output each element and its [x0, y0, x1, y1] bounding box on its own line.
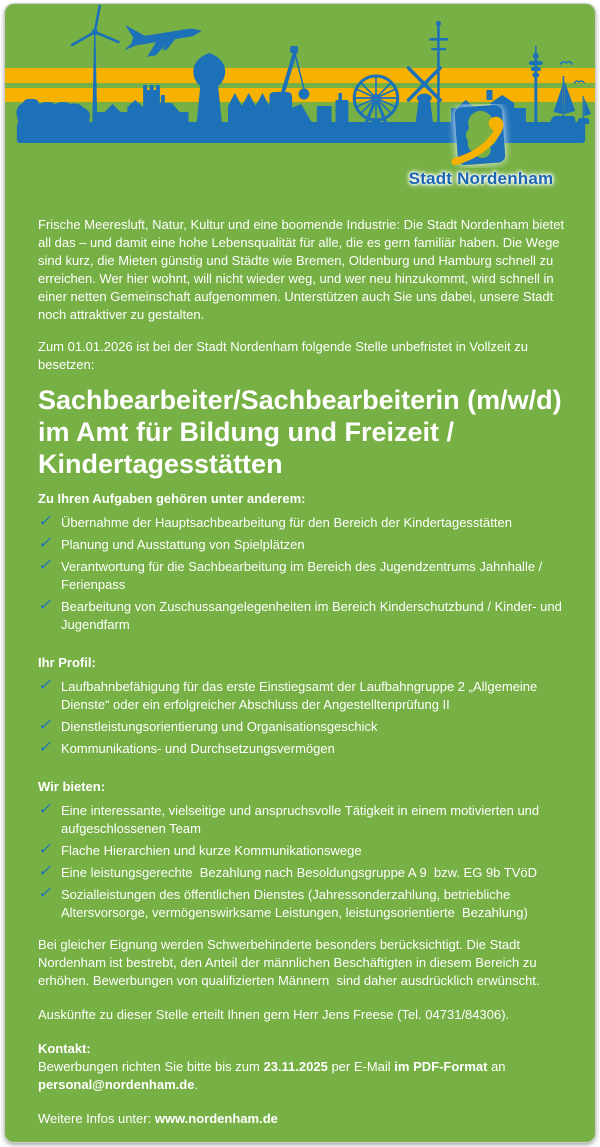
intro-paragraph: Frische Meeresluft, Natur, Kultur und eine boomende Industrie: Die Stadt Nordenham bietet all das – und damit eine hohe Lebensqualität für alle, die es gern familiär haben. Die Wege sind kurz, die Mieten günstig und Städte wie Bremen, Oldenburg und Hamburg schnell zu erreichen. Wer hier wohnt, will nicht wieder weg, und wer neu hinzukommt, wird schnell in einer netten Gemeinschaft aufgenommen. Unterstützen auch Sie uns dabei, unsere Stadt noch attraktiver zu gestalten.	[38, 217, 568, 322]
checkmark-icon: ✓	[37, 841, 55, 858]
checkmark-icon: ✓	[37, 535, 55, 552]
factory-roofs-icon	[228, 93, 269, 124]
section-heading-tasks: Zu Ihren Aufgaben gehören unter anderem:	[38, 491, 306, 506]
job-title-line-3: Kindertagesstätten	[38, 449, 283, 479]
header-banner	[5, 4, 595, 204]
ad-body	[5, 204, 595, 1128]
equal-opportunity-note: Bei gleicher Eignung werden Schwerbehinderte besonders berücksichtigt. Die Stadt Nordenham ist bestrebt, den Anteil der männlichen Beschäftigten in diesem Bereich zu erhöhen. Bewerbungen von qualifizierten Männern sind daher ausdrücklich erwünscht.	[38, 937, 541, 988]
list-item: ✓ Sozialleistungen des öffentlichen Dienstes (Jahressonderzahlung, betriebliche Altersvorsorge, vermögenswirksame Leistungen, leistungsorientierte Bezahlung)	[37, 885, 528, 920]
list-item: ✓ Eine interessante, vielseitige und anspruchsvolle Tätigkeit in einem motivierten und aufgeschlossenen Team	[37, 801, 543, 836]
more-info-label: Weitere Infos unter:	[38, 1111, 155, 1126]
checkmark-icon: ✓	[37, 739, 55, 756]
list-item: ✓ Flache Hierarchien und kurze Kommunikationswege	[37, 841, 362, 858]
contact-heading: Kontakt:	[38, 1041, 91, 1056]
more-info-line	[38, 1110, 565, 1128]
offer-list	[38, 802, 565, 922]
section-heading-profile: Ihr Profil:	[38, 655, 96, 670]
contact-block	[38, 1040, 565, 1094]
profile-list	[38, 678, 565, 758]
checkmark-icon: ✓	[37, 597, 55, 614]
airplane-icon	[120, 13, 204, 60]
ferris-wheel-icon	[354, 76, 397, 128]
website-url[interactable]: www.nordenham.de	[154, 1111, 278, 1126]
checkmark-icon: ✓	[37, 557, 55, 574]
section-heading-offer: Wir bieten:	[38, 779, 106, 794]
application-instructions	[38, 1058, 565, 1094]
checkmark-icon: ✓	[37, 801, 55, 818]
houses-icon	[96, 95, 189, 124]
list-item: ✓ Kommunikations- und Durchsetzungsvermögen	[37, 739, 335, 756]
instructions-text: Bewerbungen richten Sie bitte bis zum	[38, 1059, 264, 1074]
church-tower-icon	[143, 85, 160, 124]
lion-icon	[16, 99, 90, 124]
buildings-icon	[317, 93, 349, 124]
checkmark-icon: ✓	[37, 863, 55, 880]
list-item: ✓ Laufbahnbefähigung für das erste Einstiegsamt der Laufbahngruppe 2 „Allgemeine Dienste“ oder ein erfolgreicher Abschluss der Angestelltenprüfung II	[37, 677, 541, 712]
job-title-line-1: Sachbearbeiter/Sachbearbeiterin (m/w/d)	[38, 385, 562, 415]
section-tasks	[38, 490, 565, 634]
instructions-text: an	[487, 1059, 506, 1074]
email-period: .	[194, 1077, 199, 1092]
logo-wordmark: Stadt Nordenham	[408, 169, 554, 188]
section-offer	[38, 778, 565, 922]
job-title-line-2: im Amt für Bildung und Freizeit /	[38, 417, 454, 447]
list-item: ✓ Bearbeitung von Zuschussangelegenheiten im Bereich Kinderschutzbund / Kinder- und Jugendfarm	[37, 597, 566, 632]
list-item: ✓ Verantwortung für die Sachbearbeitung im Bereich des Jugendzentrums Jahnhalle / Ferienpass	[37, 557, 546, 592]
instructions-text: per E-Mail	[327, 1059, 395, 1074]
water-tower-icon	[193, 53, 225, 124]
pdf-format-note: im PDF-Format	[394, 1059, 488, 1074]
checkmark-icon: ✓	[37, 677, 55, 694]
checkmark-icon: ✓	[37, 717, 55, 734]
list-item: ✓ Dienstleistungsorientierung und Organisationsgeschick	[37, 717, 378, 734]
stadt-nordenham-logo	[393, 104, 569, 189]
vacancy-line: Zum 01.01.2026 ist bei der Stadt Nordenham folgende Stelle unbefristet in Vollzeit zu besetzen:	[38, 339, 532, 372]
list-item: ✓ Planung und Ausstattung von Spielplätzen	[37, 535, 305, 552]
section-profile	[38, 654, 565, 758]
nordenham-logo-icon	[445, 104, 517, 168]
inquiries-line: Auskünfte zu dieser Stelle erteilt Ihnen gern Herr Jens Freese (Tel. 04731/84306).	[38, 1007, 510, 1022]
deadline-date: 23.11.2025	[263, 1059, 328, 1074]
checkmark-icon: ✓	[37, 885, 55, 902]
task-list	[38, 514, 565, 634]
list-item: ✓ Eine leistungsgerechte Bezahlung nach Besoldungsgruppe A 9 bzw. EG 9b TVöD	[37, 863, 538, 880]
email-address[interactable]: personal@nordenham.de	[38, 1077, 195, 1092]
job-title	[38, 384, 565, 480]
job-ad-card	[4, 3, 596, 1143]
checkmark-icon: ✓	[37, 513, 55, 530]
list-item: ✓ Übernahme der Hauptsachbearbeitung für den Bereich der Kindertagesstätten	[37, 513, 512, 530]
